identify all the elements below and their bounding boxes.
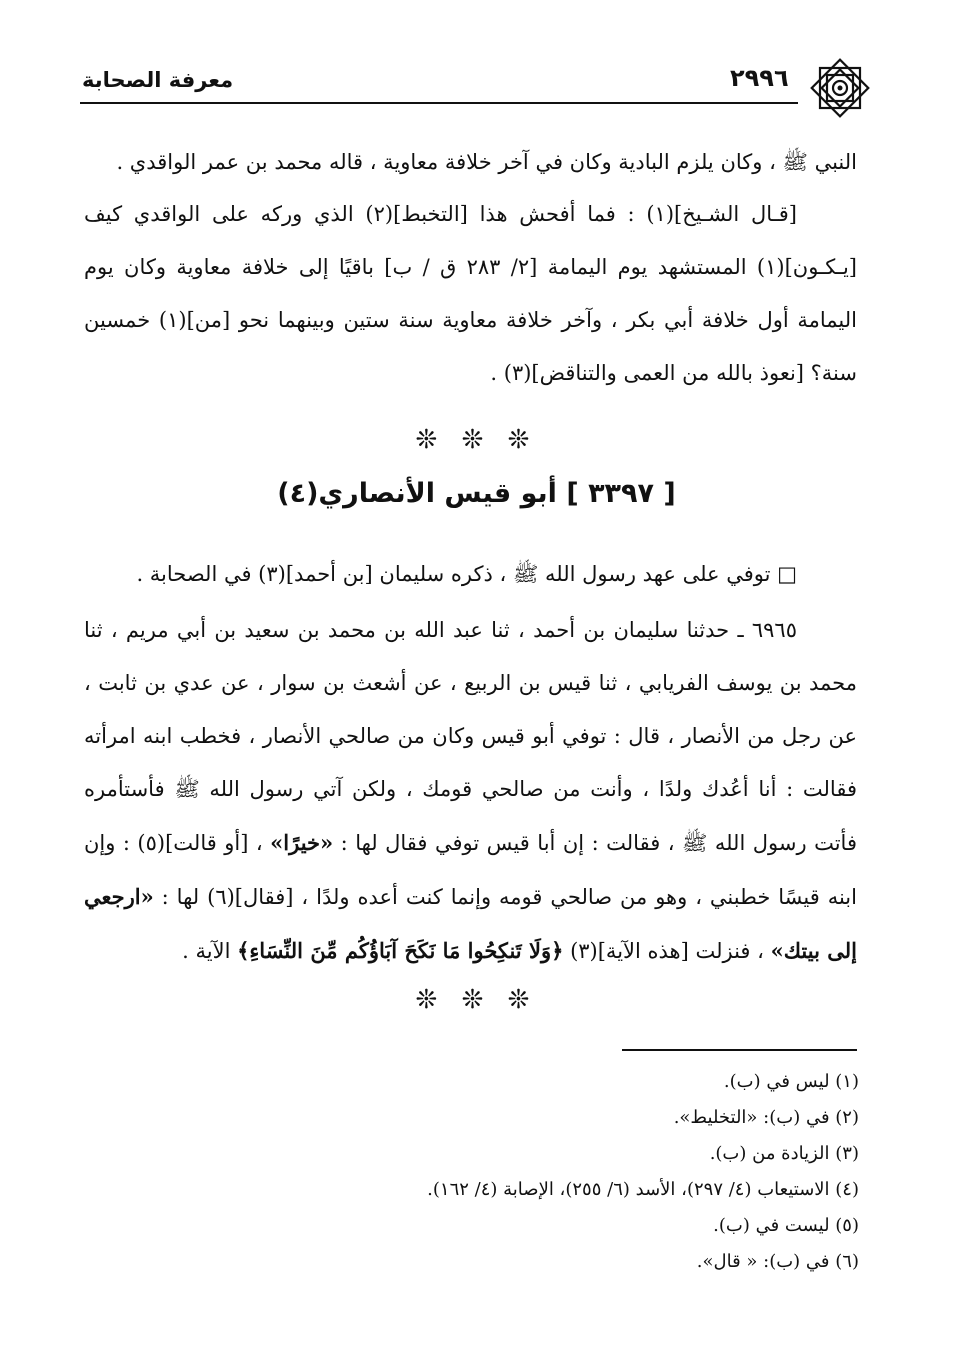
star-ornament-icon [808, 56, 872, 120]
header-rule [80, 102, 798, 104]
running-title: معرفة الصحابة [82, 68, 234, 92]
hadith-quote-1: «خيرًا» [270, 830, 334, 855]
footnote-4: (٤) الاستيعاب (٤/ ٢٩٧)، الأسد (٦/ ٢٥٥)، الإصابة (٤/ ١٦٢). [427, 1179, 859, 1200]
footnote-5: (٥) ليست في (ب). [713, 1215, 859, 1236]
hadith-quote-2: «ارجعي إلى بيتك» [84, 884, 857, 963]
page-number: ٢٩٩٦ [730, 64, 789, 92]
hadith-text-after: ، فنزلت [هذه الآية](٣) [563, 939, 771, 963]
section-separator: ❊ ❊ ❊ [415, 985, 538, 1015]
paragraph-entry-intro: □ توفي على عهد رسول الله ﷺ ، ذكره سليمان [بن أحمد](٣) في الصحابة . [136, 562, 797, 586]
footnote-1: (١) ليس في (ب). [723, 1071, 859, 1092]
paragraph-hadith [84, 604, 857, 978]
quran-verse: ﴿وَلَا تَنكِحُوا مَا نَكَحَ آبَاؤُكُم مِّنَ النِّسَاءِ﴾ [237, 938, 564, 963]
section-separator: ❊ ❊ ❊ [415, 425, 538, 455]
footnotes [84, 1064, 859, 1280]
entry-heading: [ ٣٣٩٧ ] أبو قيس الأنصاري(٤) [277, 478, 676, 509]
footnote-6: (٦) في (ب): « قال». [696, 1251, 859, 1272]
hadith-text-end: الآية . [182, 939, 238, 963]
footnote-rule [622, 1049, 857, 1051]
hadith-text-middle: ، [أو قالت](٥) : وإن ابنه قيسًا خطبني ، وهو من صالحي قومه وإنما كنت أعده ولدًا ، [فقال](٦) لها : [84, 831, 857, 909]
footnote-2: (٢) في (ب): «التخليط». [673, 1107, 859, 1128]
footnote-3: (٣) الزيادة من (ب). [709, 1143, 859, 1164]
page-header [80, 58, 870, 110]
paragraph-sheikh-comment: [قـال الشـيخ](١) : فما أفحش هذا [التخبط](٢) الذي وركه على الواقدي كيف [يـكـون](١) المستشهد يوم اليمامة [٢/ ٢٨٣ ق / ب] باقيًا إلى خلافة معاوية وكان يوم اليمامة أول خلافة أبي بكر ، وآخر خلافة معاوية سنة ستين وبينهما نحو [من](١) خمسين سنة؟ [نعوذ بالله من العمى والتناقض](٣) . [84, 202, 857, 385]
paragraph-continuation: النبي ﷺ ، وكان يلزم البادية وكان في آخر خلافة معاوية ، قاله محمد بن عمر الواقدي . [116, 150, 857, 174]
hadith-text: ٦٩٦٥ ـ حدثنا سليمان بن أحمد ، ثنا عبد الله بن محمد بن سعيد بن أبي مريم ، ثنا محمد بن يوسف الفريابي ، ثنا قيس بن الربيع ، عن أشعث بن سوار ، عن عدي بن ثابت ، عن رجل من الأنصار ، قال : توفي أبو قيس وكان من صالحي الأنصار ، فخطب ابنه امرأته فقالت : أنا أعُدك ولدًا ، وأنت من صالحي قومك ، ولكن آتي رسول الله ﷺ فأستأمره فأتت رسول الله ﷺ ، فقالت : إن أبا قيس توفي فقال لها : [84, 618, 857, 855]
